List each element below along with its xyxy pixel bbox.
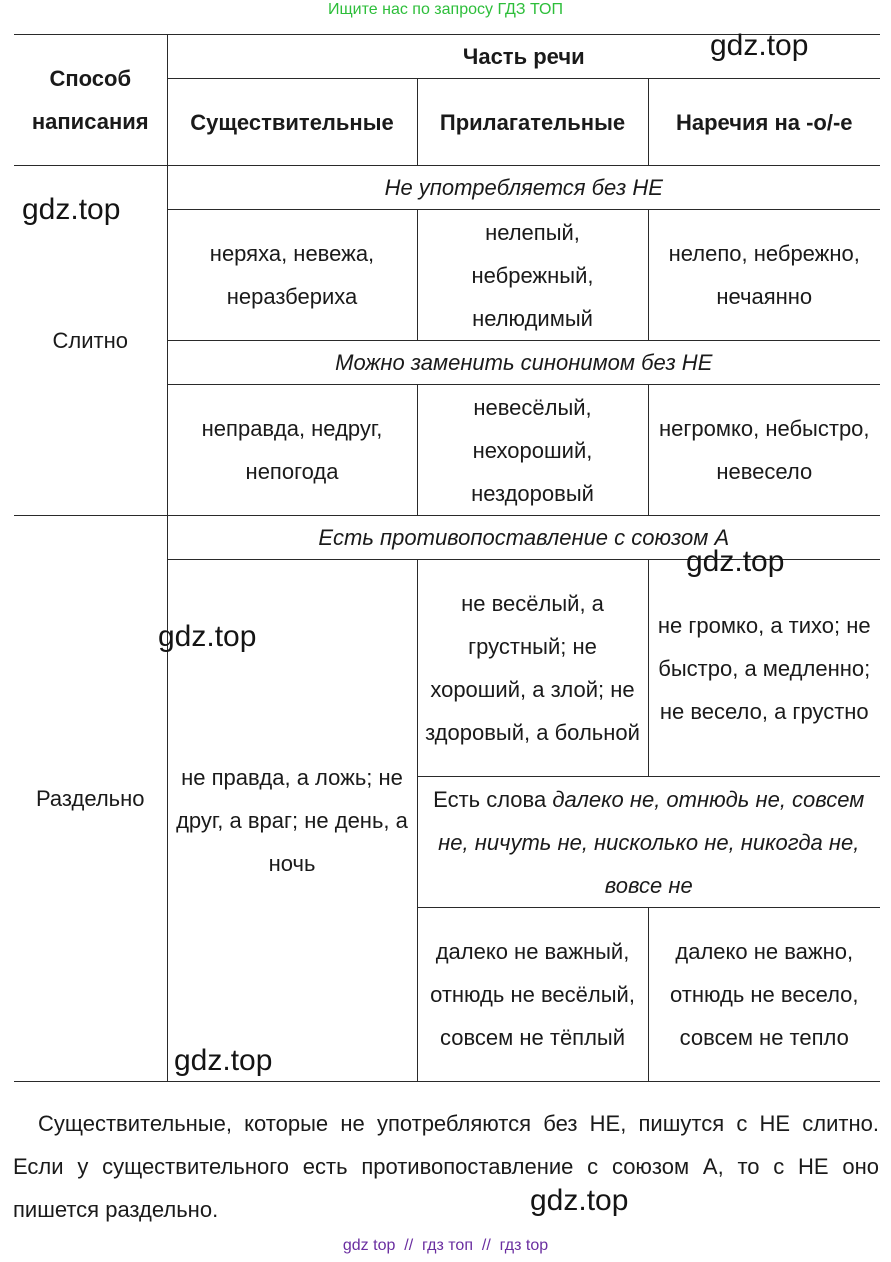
header-adverbs: Наречия на -о/-е — [648, 79, 880, 166]
watermark: gdz.top — [710, 29, 809, 62]
header-adjectives: Прилагательные — [417, 79, 648, 166]
explanation-paragraph: Существительные, которые не употребляются без НЕ, пишутся с НЕ слитно. Если у существительного есть противопоставление с союзом А, то с НЕ оно пишется раздельно. — [13, 1111, 879, 1222]
footer-links: gdz top // гдз топ // гдз top — [342, 1237, 549, 1254]
header-part-of-speech: Часть речи — [167, 35, 880, 79]
together-rule2-adverbs: негромко, небыстро, невесело — [648, 385, 880, 516]
together-rule2-adjectives: невесёлый, нехороший, нездоровый — [417, 385, 648, 516]
search-banner: Ищите нас по запросу ГДЗ ТОП — [328, 1, 563, 18]
separate-rule1-adjectives: не весёлый, а грустный; не хороший, а злой; не здоровый, а больной — [417, 560, 648, 777]
separate-rule1-adverbs: не громко, а тихо; не быстро, а медленно; не весело, а грустно — [648, 560, 880, 777]
separate-rule-words-list: далеко не, отнюдь не, совсем не, ничуть не, нисколько не, никогда не, вовсе не — [438, 786, 865, 898]
together-rule1-nouns: неряха, невежа, неразбериха — [167, 210, 417, 341]
separate-rule-words-prefix: Есть слова — [433, 786, 553, 812]
together-rule1-adjectives: нелепый, небрежный, нелюдимый — [417, 210, 648, 341]
together-rule-synonym: Можно заменить синонимом без НЕ — [167, 341, 880, 385]
together-rule1-adverbs: нелепо, небрежно, нечаянно — [648, 210, 880, 341]
separate-rule-opposition: Есть противопоставление с союзом А — [167, 516, 880, 560]
separate-nouns: не правда, а ложь; не друг, а враг; не день, а ночь — [167, 560, 417, 1082]
together-rule-no-ne: Не употребляется без НЕ — [167, 166, 880, 210]
watermark: gdz.top — [530, 1184, 629, 1217]
separate-rule2-adverbs: далеко не важно, отнюдь не весело, совсем не тепло — [648, 908, 880, 1082]
watermark: gdz.top — [686, 545, 785, 578]
watermark: gdz.top — [158, 620, 257, 653]
watermark: gdz.top — [22, 193, 121, 226]
together-label: Слитно — [14, 166, 167, 516]
separate-rule-words — [417, 777, 880, 908]
watermark: gdz.top — [174, 1044, 273, 1077]
header-method: Способ написания — [14, 35, 167, 166]
together-rule2-nouns: неправда, недруг, непогода — [167, 385, 417, 516]
header-nouns: Существительные — [167, 79, 417, 166]
separate-rule2-adjectives: далеко не важный, отнюдь не весёлый, совсем не тёплый — [417, 908, 648, 1082]
separate-label: Раздельно — [14, 516, 167, 1082]
